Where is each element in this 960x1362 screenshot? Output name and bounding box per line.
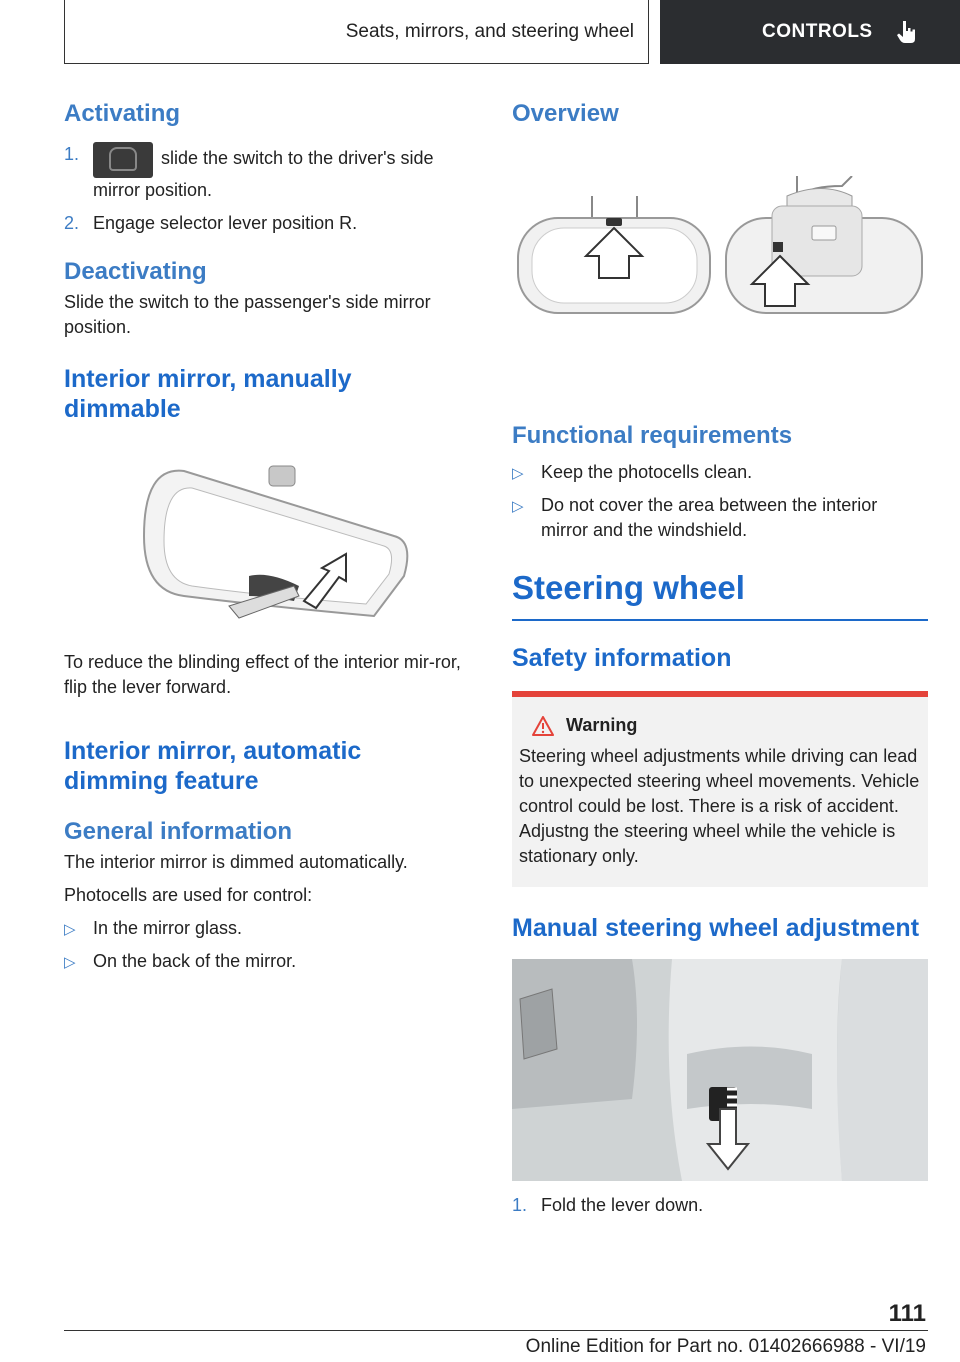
activating-step-1 <box>64 142 464 203</box>
section-title: Seats, mirrors, and steering wheel <box>345 20 634 42</box>
deactivating-text: Slide the switch to the passenger's side mirror position. <box>64 292 431 337</box>
photocell-overview-illustration <box>512 176 928 376</box>
step-text: slide the switch to the driver's side mirror position. <box>93 148 434 200</box>
list-item <box>64 916 464 942</box>
list-item-text: Do not cover the area between the interior mirror and the windshield. <box>541 495 878 540</box>
right-column <box>512 100 928 1226</box>
general-text-2: Photocells are used for control: <box>64 885 313 905</box>
manual-mirror-illustration <box>64 446 464 636</box>
list-item <box>64 949 464 975</box>
step-number: 1. <box>512 1195 528 1215</box>
chapter-label: CONTROLS <box>762 21 873 42</box>
step-number: 2. <box>64 213 80 233</box>
safety-information-heading: Safety information <box>512 644 732 672</box>
step-number: 1. <box>64 144 80 164</box>
mirror-switch-icon <box>93 142 153 178</box>
list-item-text: On the back of the mirror. <box>93 951 297 971</box>
footer-edition: Online Edition for Part no. 01402666988 - VI/19 <box>525 1336 926 1357</box>
deactivating-heading: Deactivating <box>64 258 207 285</box>
list-item-text: In the mirror glass. <box>93 918 243 938</box>
warning-title-row <box>519 715 921 736</box>
steering-column-lever-illustration <box>512 959 928 1181</box>
pointing-hand-icon <box>895 19 919 45</box>
activating-step-2 <box>64 211 464 236</box>
manual-mirror-heading: Interior mirror, manually dimmable <box>64 365 352 423</box>
functional-requirements-heading: Functional requirements <box>512 422 793 449</box>
general-text-1: The interior mirror is dimmed automatically. <box>64 852 408 872</box>
activating-heading: Activating <box>64 100 181 127</box>
manual-steering-heading: Manual steering wheel adjustment <box>512 914 920 942</box>
warning-text: Steering wheel adjustments while driving can lead to unexpected steering wheel movements. Vehicle control could be lost. There is a risk of accident. Adjustng the steering wheel while the vehicle is stationary only. <box>519 746 920 866</box>
triangle-bullet-icon: ▷ <box>64 921 76 938</box>
header-section-title <box>64 0 649 64</box>
list-item <box>512 493 928 543</box>
list-item <box>512 460 928 486</box>
step-text: Fold the lever down. <box>541 1195 704 1215</box>
auto-mirror-heading: Interior mirror, automatic dimming feature <box>64 737 362 795</box>
page-number: 111 <box>888 1300 926 1327</box>
general-info-heading: General information <box>64 818 293 845</box>
manual-mirror-text: To reduce the blinding effect of the interior mir‐ror, flip the lever forward. <box>64 652 461 697</box>
header-chapter-tab <box>660 0 960 64</box>
warning-title: Warning <box>566 715 638 735</box>
step-text: Engage selector lever position R. <box>93 213 358 233</box>
warning-triangle-icon <box>532 716 554 736</box>
manual-wheel-step-1 <box>512 1193 928 1218</box>
left-column <box>64 100 464 982</box>
warning-box <box>512 691 928 887</box>
footer-divider <box>64 1330 928 1331</box>
triangle-bullet-icon: ▷ <box>64 954 76 971</box>
overview-heading: Overview <box>512 100 619 127</box>
list-item-text: Keep the photocells clean. <box>541 462 753 482</box>
step-body <box>93 142 464 203</box>
triangle-bullet-icon: ▷ <box>512 465 524 482</box>
triangle-bullet-icon: ▷ <box>512 498 524 515</box>
steering-wheel-heading: Steering wheel <box>512 569 928 621</box>
